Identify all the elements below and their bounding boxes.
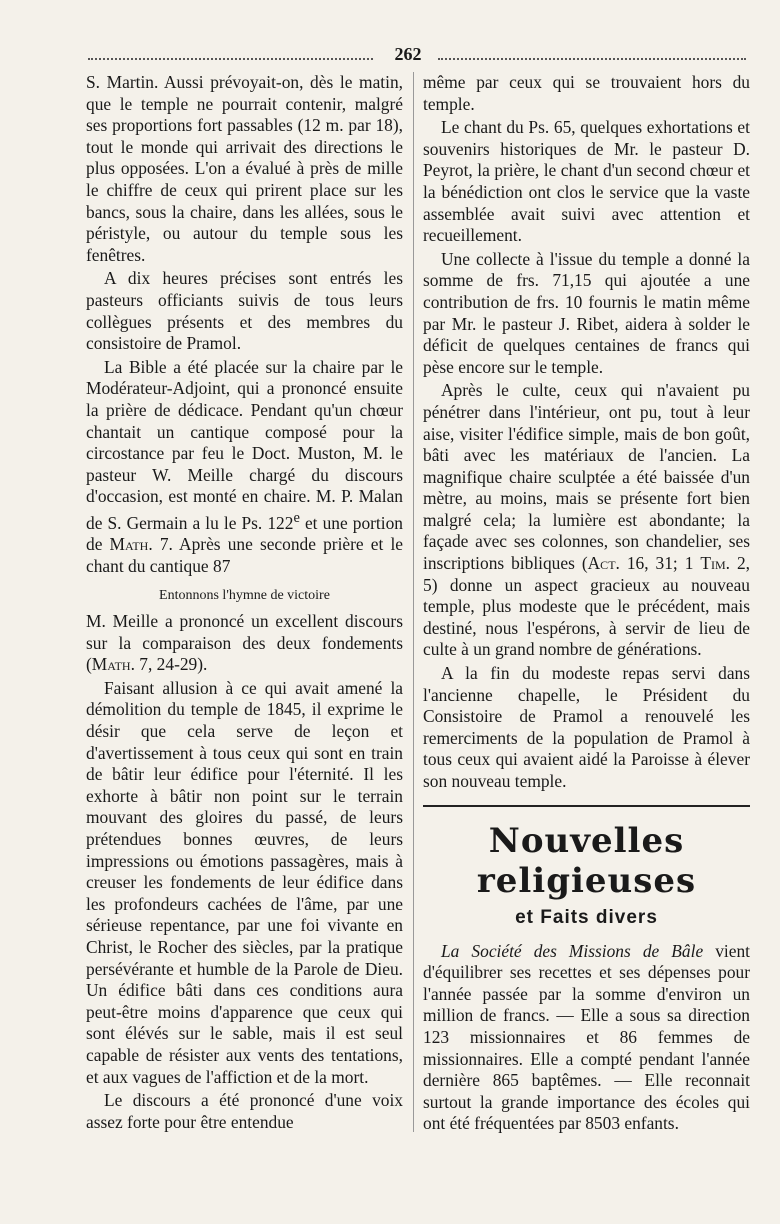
text-run: M. Meille a prononcé un excellent discours sur la comparaison des deux fondements ( bbox=[86, 611, 403, 675]
text-run: . 7, 24-29). bbox=[130, 654, 208, 675]
paragraph: Faisant allusion à ce qui avait amené la démolition du temple de 1845, il exprime le désir que cela serve de leçon et d'avertissement à tous ceux qui sont en train de bâtir leur édifice pour l'éternité. Il les exhorte à bâtir non point sur le terrain mouvant des gloires du passé, de leurs prétendues bonnes œuvres, de leurs impressions ou émotions passagères, mais à creuser les fondements de leur édifice dans les profondeurs cachées de l'âme, par une sérieuse repentance, par une foi vivante en Christ, le Rocher des siècles, par la pratique persévérante et humble de la Parole de Dieu. Un édifice bâti dans ces conditions aura peut-être moins d'apparence que ceux qui sont élévés sur le sable, mais il est seul capable de résister aux vents des tentations, et aux vagues de l'affiction et de la mort. bbox=[86, 677, 403, 1087]
text-run: . 2, 5) donne un aspect gracieux au nouveau temple, plus modeste que le précédent, mais destiné, nous l'espérons, à servir de lieu de culte à un grand nombre de générations. bbox=[423, 553, 750, 660]
paragraph: Le discours a été prononcé d'une voix assez forte pour être entendue bbox=[86, 1090, 403, 1132]
book-abbrev: Math bbox=[109, 534, 149, 555]
right-column bbox=[423, 72, 750, 1135]
header-rule-left bbox=[88, 58, 373, 60]
text-run: . 16, 31; 1 bbox=[615, 553, 701, 574]
page-header bbox=[88, 44, 746, 68]
hymn-title: Entonnons l'hymne de victoire bbox=[159, 588, 330, 604]
column-divider bbox=[413, 72, 414, 1132]
left-column bbox=[86, 72, 403, 1133]
book-abbrev: Act bbox=[587, 553, 616, 574]
paragraph: Le chant du Ps. 65, quelques exhortations et souvenirs historiques de Mr. le pasteur D. Peyrot, la prière, le chant d'un second chœur et la bénédiction ont clos le service que la vaste assemblée avait suivi avec attention et recueillement. bbox=[423, 117, 750, 246]
paragraph: même par ceux qui se trouvaient hors du temple. bbox=[423, 72, 750, 114]
text-run: . 7. Après une seconde prière et le chant du cantique 87 bbox=[86, 534, 403, 576]
text-run: La Bible a été placée sur la chaire par le Modérateur-Adjoint, qui a prononcé ensuite la prière de dédicace. Pendant qu'un chœur chantait un cantique composé pour la circostance par feu le Doct. Muston, M. le pasteur W. Meille chargé du discours d'occasion, est monté en chaire. M. P. Malan de S. Germain a lu le Ps. 122 bbox=[86, 356, 403, 533]
paragraph bbox=[423, 941, 750, 1135]
paragraph bbox=[86, 611, 403, 676]
paragraph bbox=[86, 357, 403, 578]
header-rule-right bbox=[438, 58, 746, 60]
paragraph: S. Martin. Aussi prévoyait-on, dès le matin, que le temple ne pourrait contenir, malgré ses proportions fort passables (12 m. par 18), tout le monde qui arrivait des directions le plus opposées. L'on a évalué à près de mille le chiffre de ceux qui prirent place sur les bancs, sous la chaire, dans les allées, sous le péristyle, ou autour du temple sous les fenêtres. bbox=[86, 72, 403, 265]
text-run: Après le culte, ceux qui n'avaient pu pénétrer dans l'intérieur, ont pu, tout à leur aise, visiter l'édifice simple, mais de bon goût, bâti avec les matériaux de l'ancien. La magnifique chaire sculptée a été baissée d'un mètre, au moins, mais se présente fort bien malgré cela; la lumière est abondante; la façade avec ses colonnes, son chandelier, ses inscriptions bibliques ( bbox=[423, 380, 750, 574]
book-abbrev: Math bbox=[91, 654, 131, 675]
section-subheading: et Faits divers bbox=[515, 906, 658, 928]
paragraph: A dix heures précises sont entrés les pasteurs officiants suivis de tous leurs collègues présents et des membres du consistoire de Pramol. bbox=[86, 268, 403, 354]
paragraph bbox=[423, 380, 750, 661]
superscript: e bbox=[293, 509, 300, 526]
italic-text: La Société des Missions de Bâle bbox=[441, 940, 704, 961]
paragraph: Une collecte à l'issue du temple a donné la somme de frs. 71,15 qui ajoutée a une contribution de frs. 10 fournis le matin même par Mr. le pasteur J. Ribet, aidera à solder le déficit de quelques centaines de francs qui pèse encore sur le temple. bbox=[423, 248, 750, 377]
page-number: 262 bbox=[394, 44, 422, 64]
paragraph: A la fin du modeste repas servi dans l'ancienne chapelle, le Président du Consistoire de Pramol a renouvelé les remerciments de la population de Pramol à tous ceux qui avaient aidé la Paroisse à élever son nouveau temple. bbox=[423, 663, 750, 791]
section-rule bbox=[423, 805, 750, 807]
text-run: et une portion de bbox=[86, 512, 403, 555]
section-heading: Nouvelles religieuses bbox=[476, 820, 697, 901]
text-run: vient d'équilibrer ses recettes et ses dépenses pour l'année passée par la somme d'environ un million de francs. — Elle a sous sa direction 123 missionnaires et 86 femmes de missionnaires. Elle a compté pendant l'année dernière 865 baptêmes. — Elle reconnait surtout la grande importance des écoles qui ont été fréquentées par 8503 enfants. bbox=[423, 940, 751, 1134]
book-abbrev: Tim bbox=[700, 553, 726, 574]
